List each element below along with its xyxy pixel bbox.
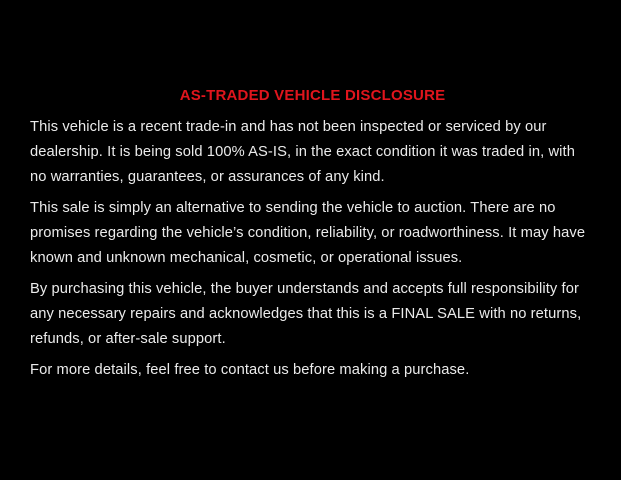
- disclosure-title: AS-TRADED VEHICLE DISCLOSURE: [179, 87, 446, 104]
- disclosure-body: [30, 115, 595, 383]
- disclosure-paragraph-final-sale: By purchasing this vehicle, the buyer understands and accepts full responsibility for any necessary repairs and acknowledges that this is a FINAL SALE with no returns, refunds, or after-sale support.: [30, 281, 582, 347]
- disclosure-paragraph-auction-alternative: This sale is simply an alternative to sending the vehicle to auction. There are no promises regarding the vehicle’s condition, reliability, or roadworthiness. It may have known and unknown mechanical, cosmetic, or operational issues.: [30, 200, 586, 266]
- disclosure-paragraph-contact: For more details, feel free to contact us before making a purchase.: [30, 362, 470, 378]
- disclosure-paragraph-condition: This vehicle is a recent trade-in and has not been inspected or serviced by our dealership. It is being sold 100% AS-IS, in the exact condition it was traded in, with no warranties, guarantees, or assurances of any kind.: [30, 119, 575, 185]
